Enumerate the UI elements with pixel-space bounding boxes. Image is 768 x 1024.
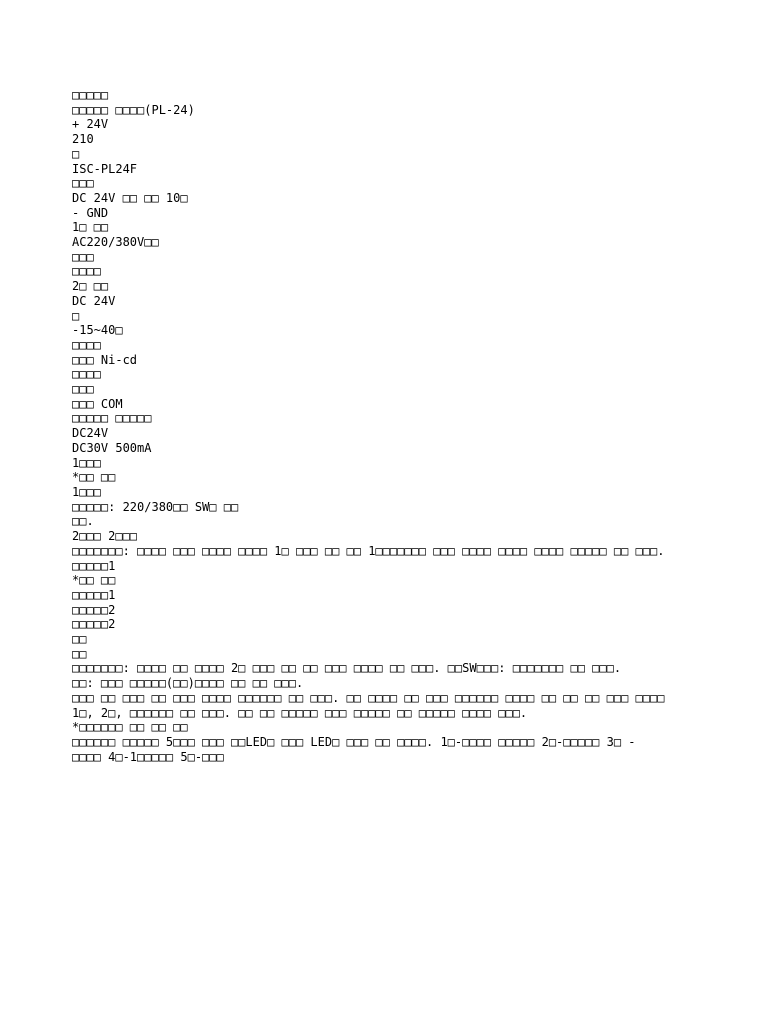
text-line: □□□	[72, 176, 94, 191]
text-line: DC 24V □□ □□ 10□	[72, 190, 188, 205]
text-line: □	[72, 308, 80, 323]
text-line: □□□□□□□: □□□□ □□□ □□□□ □□□□ 1□ □□□ □□ □□ 1□□□□□□□ □□□ □□□□ □□□□ □□□□ □□□□□ □□ □□□.	[72, 543, 665, 558]
document-text	[72, 88, 732, 764]
text-line: AC220/380V□□	[72, 235, 159, 250]
text-line: □□□ Ni-cd	[72, 352, 138, 367]
text-line: □□□ □□ □□□ □□ □□□ □□□□ □□□□□□ □□ □□□. □□ □□□□ □□ □□□ □□□□□□ □□□□ □□ □□ □□ □□□ □□□□	[72, 690, 665, 705]
text-line: 2□ □□	[72, 279, 109, 294]
text-line: *□□ □□	[72, 470, 116, 485]
text-line: □□□□ 4□-1□□□□□ 5□-□□□	[72, 749, 224, 764]
text-line: □□□□□2	[72, 617, 116, 632]
text-line: □□□□□: 220/380□□ SW□ □□	[72, 499, 239, 514]
text-line: DC24V	[72, 426, 109, 441]
text-line: □□□ COM	[72, 396, 123, 411]
text-line: *□□ □□	[72, 573, 116, 588]
text-line: □□□□	[72, 337, 101, 352]
text-line: □□□□	[72, 367, 101, 382]
text-line: -15~40□	[72, 323, 123, 338]
text-line: □	[72, 146, 80, 161]
text-line: + 24V	[72, 117, 109, 132]
text-line: 1□ □□	[72, 220, 109, 235]
text-line: □□□□□1	[72, 558, 116, 573]
text-line: DC30V 500mA	[72, 440, 152, 455]
text-line: □□□	[72, 249, 94, 264]
text-line: □□□	[72, 382, 94, 397]
text-line: □□□□□□ □□□□□ 5□□□ □□□ □□LED□ □□□ LED□ □□□ □□ □□□□. 1□-□□□□ □□□□□ 2□-□□□□□ 3□ -	[72, 734, 636, 749]
text-line: 1□□□	[72, 484, 101, 499]
text-line: □□□□□2	[72, 602, 116, 617]
text-line: 1□, 2□, □□□□□□ □□ □□□. □□ □□ □□□□□ □□□ □□□□□ □□ □□□□□ □□□□ □□□.	[72, 705, 528, 720]
text-line: □□	[72, 646, 87, 661]
text-line: - GND	[72, 205, 109, 220]
text-line: □□□□□□□: □□□□ □□ □□□□ 2□ □□□ □□ □□ □□□ □□□□ □□ □□□. □□SW□□□: □□□□□□□ □□ □□□.	[72, 661, 622, 676]
text-line: 2□□□ 2□□□	[72, 529, 138, 544]
text-line: □□□□□	[72, 88, 109, 102]
text-line: □□□□□1	[72, 587, 116, 602]
text-line: ISC-PL24F	[72, 161, 138, 176]
text-line: □□: □□□ □□□□□(□□)□□□□ □□ □□ □□□.	[72, 676, 304, 691]
text-line: □□□□□ □□□□□	[72, 411, 152, 426]
text-line: □□.	[72, 514, 94, 529]
text-line: 210	[72, 132, 94, 147]
text-line: □□□□□ □□□□(PL-24)	[72, 102, 195, 117]
text-line: □□□□	[72, 264, 101, 279]
text-line: □□	[72, 632, 87, 647]
text-line: DC 24V	[72, 293, 116, 308]
text-line: *□□□□□□ □□ □□ □□	[72, 720, 188, 735]
text-line: 1□□□	[72, 455, 101, 470]
